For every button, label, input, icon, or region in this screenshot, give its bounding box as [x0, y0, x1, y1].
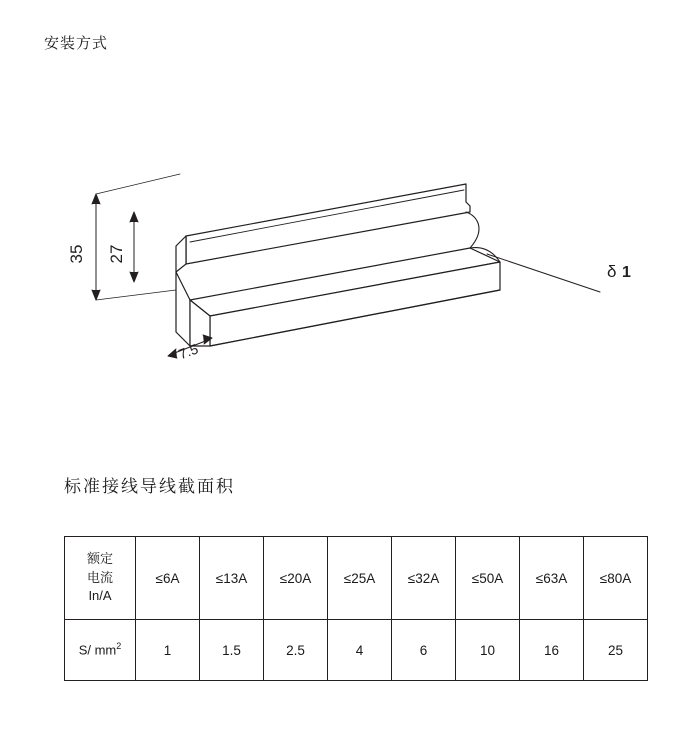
table-row-rated-current — [65, 537, 648, 620]
cell-section-8: 25 — [584, 620, 648, 681]
cell-section-5: 6 — [392, 620, 456, 681]
label-line-2: 电流 — [86, 569, 113, 585]
cell-section-6: 10 — [456, 620, 520, 681]
svg-text:27: 27 — [107, 244, 126, 264]
cell-current-5: ≤32A — [392, 537, 456, 620]
wire-section-heading: 标准接线导线截面积 — [64, 477, 235, 496]
cell-section-3: 2.5 — [264, 620, 328, 681]
cell-current-6: ≤50A — [456, 537, 520, 620]
row-header-rated-current — [65, 537, 136, 620]
label-line-1: 额定 — [86, 550, 113, 566]
cell-current-7: ≤63A — [520, 537, 584, 620]
din-rail-drawing — [0, 150, 700, 420]
install-method-heading: 安装方式 — [44, 35, 109, 52]
cell-current-8: ≤80A — [584, 537, 648, 620]
cell-current-1: ≤6A — [136, 537, 200, 620]
svg-text:δ: δ — [607, 262, 617, 281]
cell-section-7: 16 — [520, 620, 584, 681]
wire-section-table — [64, 536, 638, 681]
cell-current-4: ≤25A — [328, 537, 392, 620]
cell-current-2: ≤13A — [200, 537, 264, 620]
svg-text:35: 35 — [67, 244, 86, 264]
section-unit-label: S/ mm — [78, 642, 117, 658]
svg-text:7.5: 7.5 — [176, 340, 201, 363]
svg-text:1: 1 — [622, 264, 631, 281]
row-header-section-area — [65, 620, 136, 681]
cell-current-3: ≤20A — [264, 537, 328, 620]
table-row-section-area — [65, 620, 648, 681]
section-unit-sup: 2 — [116, 640, 122, 651]
cell-section-1: 1 — [136, 620, 200, 681]
cell-section-2: 1.5 — [200, 620, 264, 681]
cell-section-4: 4 — [328, 620, 392, 681]
label-line-3: In/A — [88, 588, 112, 604]
